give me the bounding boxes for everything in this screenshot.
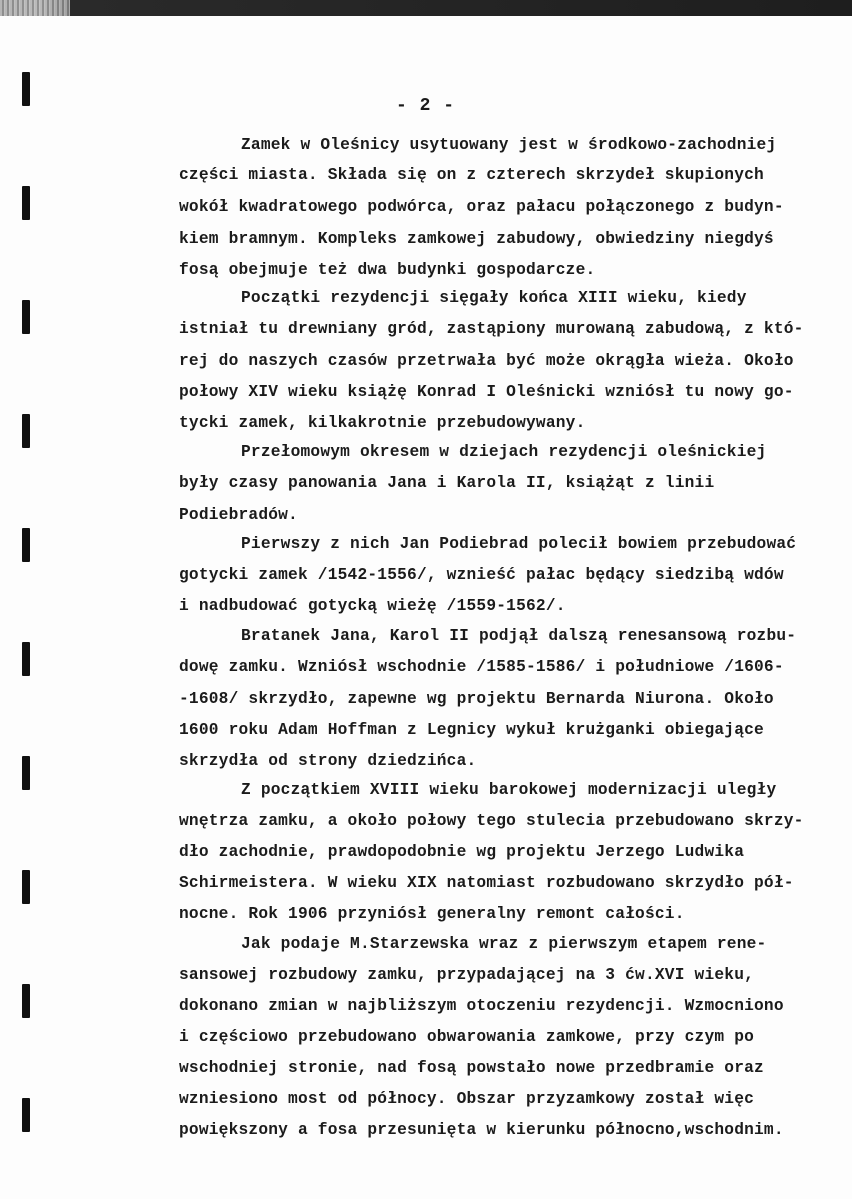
text-line: 1600 roku Adam Hoffman z Legnicy wykuł krużganki obiegające	[179, 721, 764, 739]
punch-hole-mark	[22, 1098, 30, 1132]
text-line: wnętrza zamku, a około połowy tego stulecia przebudowano skrzy-	[179, 812, 804, 830]
page-number: - 2 -	[396, 96, 456, 116]
text-line: i nadbudować gotycką wieżę /1559-1562/.	[179, 597, 566, 615]
text-line: Schirmeistera. W wieku XIX natomiast rozbudowano skrzydło pół-	[179, 874, 794, 892]
text-line: wokół kwadratowego podwórca, oraz pałacu połączonego z budyn-	[179, 198, 784, 216]
scan-top-edge	[0, 0, 852, 16]
punch-hole-mark	[22, 72, 30, 106]
text-line: dło zachodnie, prawdopodobnie wg projektu Jerzego Ludwika	[179, 843, 745, 861]
text-line: części miasta. Składa się on z czterech skrzydeł skupionych	[179, 166, 764, 184]
punch-hole-mark	[22, 528, 30, 562]
punch-hole-mark	[22, 414, 30, 448]
text-line: dowę zamku. Wzniósł wschodnie /1585-1586/ i południowe /1606-	[179, 658, 784, 676]
punch-hole-mark	[22, 186, 30, 220]
text-line: fosą obejmuje też dwa budynki gospodarcze.	[179, 261, 596, 279]
text-line: powiększony a fosa przesunięta w kierunku północno,wschodnim.	[179, 1121, 784, 1139]
text-line: Z początkiem XVIII wieku barokowej modernizacji uległy	[241, 781, 777, 799]
text-line: Początki rezydencji sięgały końca XIII wieku, kiedy	[241, 289, 747, 307]
text-line: Podiebradów.	[179, 506, 298, 524]
text-line: Przełomowym okresem w dziejach rezydencji oleśnickiej	[241, 443, 767, 461]
text-line: i częściowo przebudowano obwarowania zamkowe, przy czym po	[179, 1028, 755, 1046]
text-line: nocne. Rok 1906 przyniósł generalny remont całości.	[179, 905, 685, 923]
text-line: były czasy panowania Jana i Karola II, książąt z linii	[179, 474, 715, 492]
text-line: Pierwszy z nich Jan Podiebrad polecił bowiem przebudować	[241, 535, 797, 553]
text-line: wzniesiono most od północy. Obszar przyzamkowy został więc	[179, 1090, 755, 1108]
text-line: sansowej rozbudowy zamku, przypadającej na 3 ćw.XVI wieku,	[179, 966, 755, 984]
text-line: kiem bramnym. Kompleks zamkowej zabudowy, obwiedziny niegdyś	[179, 230, 774, 248]
text-line: tycki zamek, kilkakrotnie przebudowywany.	[179, 414, 586, 432]
text-line: gotycki zamek /1542-1556/, wznieść pałac będący siedzibą wdów	[179, 566, 784, 584]
punch-hole-mark	[22, 642, 30, 676]
punch-hole-mark	[22, 756, 30, 790]
text-line: -1608/ skrzydło, zapewne wg projektu Bernarda Niurona. Około	[179, 690, 774, 708]
punch-hole-mark	[22, 300, 30, 334]
text-line: skrzydła od strony dziedzińca.	[179, 752, 477, 770]
text-line: wschodniej stronie, nad fosą powstało nowe przedbramie oraz	[179, 1059, 764, 1077]
text-line: dokonano zmian w najbliższym otoczeniu rezydencji. Wzmocniono	[179, 997, 784, 1015]
punch-hole-mark	[22, 984, 30, 1018]
text-line: rej do naszych czasów przetrwała być może okrągła wieża. Około	[179, 352, 794, 370]
text-line: istniał tu drewniany gród, zastąpiony murowaną zabudową, z któ-	[179, 320, 804, 338]
text-line: Zamek w Oleśnicy usytuowany jest w środkowo-zachodniej	[241, 136, 777, 154]
scan-noise-strip	[0, 0, 70, 16]
text-line: Jak podaje M.Starzewska wraz z pierwszym etapem rene-	[241, 935, 767, 953]
punch-hole-mark	[22, 870, 30, 904]
text-line: Bratanek Jana, Karol II podjął dalszą renesansową rozbu-	[241, 627, 797, 645]
text-line: połowy XIV wieku książę Konrad I Oleśnicki wzniósł tu nowy go-	[179, 383, 794, 401]
